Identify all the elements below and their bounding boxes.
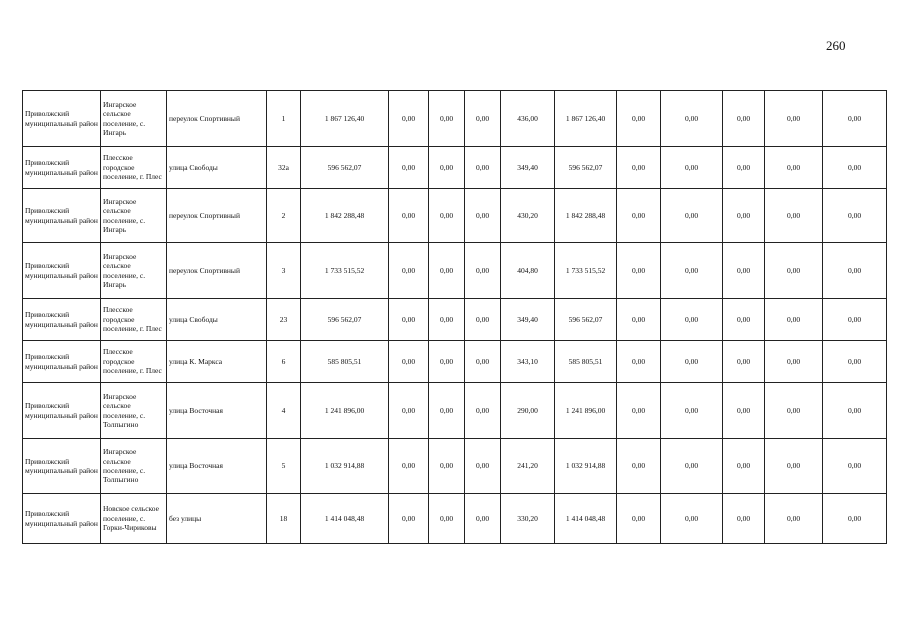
cost-total-cell: 1 414 048,48 bbox=[555, 494, 617, 544]
table-row bbox=[23, 189, 887, 243]
cost-cell: 585 805,51 bbox=[301, 341, 389, 383]
value-cell: 0,00 bbox=[723, 341, 765, 383]
settlement-cell: Плесское городское поселение, г. Плес bbox=[101, 341, 167, 383]
cost-cell: 1 414 048,48 bbox=[301, 494, 389, 544]
value-cell: 0,00 bbox=[765, 341, 823, 383]
area-cell: 436,00 bbox=[501, 91, 555, 147]
value-cell: 0,00 bbox=[823, 494, 887, 544]
street-cell: улица Свободы bbox=[167, 147, 267, 189]
value-cell: 0,00 bbox=[617, 189, 661, 243]
area-cell: 349,40 bbox=[501, 147, 555, 189]
value-cell: 0,00 bbox=[723, 299, 765, 341]
area-cell: 343,10 bbox=[501, 341, 555, 383]
settlement-cell: Ингарское сельское поселение, с. Ингарь bbox=[101, 189, 167, 243]
table-row bbox=[23, 147, 887, 189]
value-cell: 0,00 bbox=[389, 439, 429, 494]
district-cell: Приволжский муниципальный район bbox=[23, 147, 101, 189]
value-cell: 0,00 bbox=[765, 439, 823, 494]
settlement-cell: Новское сельское поселение, с. Горки-Чириковы bbox=[101, 494, 167, 544]
cost-cell: 1 241 896,00 bbox=[301, 383, 389, 439]
value-cell: 0,00 bbox=[617, 91, 661, 147]
value-cell: 0,00 bbox=[465, 439, 501, 494]
street-cell: переулок Спортивный bbox=[167, 189, 267, 243]
value-cell: 0,00 bbox=[617, 243, 661, 299]
value-cell: 0,00 bbox=[465, 91, 501, 147]
value-cell: 0,00 bbox=[661, 494, 723, 544]
value-cell: 0,00 bbox=[661, 341, 723, 383]
value-cell: 0,00 bbox=[389, 91, 429, 147]
cost-cell: 1 032 914,88 bbox=[301, 439, 389, 494]
value-cell: 0,00 bbox=[823, 299, 887, 341]
value-cell: 0,00 bbox=[429, 494, 465, 544]
value-cell: 0,00 bbox=[389, 243, 429, 299]
value-cell: 0,00 bbox=[723, 383, 765, 439]
cost-total-cell: 1 032 914,88 bbox=[555, 439, 617, 494]
house-number-cell: 4 bbox=[267, 383, 301, 439]
settlement-cell: Ингарское сельское поселение, с. Толпыгино bbox=[101, 439, 167, 494]
cost-cell: 1 733 515,52 bbox=[301, 243, 389, 299]
value-cell: 0,00 bbox=[723, 243, 765, 299]
value-cell: 0,00 bbox=[765, 91, 823, 147]
value-cell: 0,00 bbox=[389, 341, 429, 383]
value-cell: 0,00 bbox=[723, 189, 765, 243]
district-cell: Приволжский муниципальный район bbox=[23, 341, 101, 383]
house-number-cell: 18 bbox=[267, 494, 301, 544]
district-cell: Приволжский муниципальный район bbox=[23, 494, 101, 544]
value-cell: 0,00 bbox=[465, 341, 501, 383]
table-row bbox=[23, 439, 887, 494]
area-cell: 330,20 bbox=[501, 494, 555, 544]
value-cell: 0,00 bbox=[765, 383, 823, 439]
cost-total-cell: 585 805,51 bbox=[555, 341, 617, 383]
value-cell: 0,00 bbox=[465, 383, 501, 439]
area-cell: 241,20 bbox=[501, 439, 555, 494]
value-cell: 0,00 bbox=[765, 243, 823, 299]
value-cell: 0,00 bbox=[617, 147, 661, 189]
cost-total-cell: 1 867 126,40 bbox=[555, 91, 617, 147]
value-cell: 0,00 bbox=[465, 494, 501, 544]
value-cell: 0,00 bbox=[617, 494, 661, 544]
value-cell: 0,00 bbox=[465, 147, 501, 189]
area-cell: 430,20 bbox=[501, 189, 555, 243]
value-cell: 0,00 bbox=[389, 189, 429, 243]
value-cell: 0,00 bbox=[765, 189, 823, 243]
cost-total-cell: 1 241 896,00 bbox=[555, 383, 617, 439]
house-number-cell: 2 bbox=[267, 189, 301, 243]
value-cell: 0,00 bbox=[429, 91, 465, 147]
street-cell: переулок Спортивный bbox=[167, 243, 267, 299]
cost-cell: 1 842 288,48 bbox=[301, 189, 389, 243]
value-cell: 0,00 bbox=[429, 147, 465, 189]
value-cell: 0,00 bbox=[823, 189, 887, 243]
value-cell: 0,00 bbox=[389, 147, 429, 189]
value-cell: 0,00 bbox=[617, 439, 661, 494]
value-cell: 0,00 bbox=[429, 189, 465, 243]
cost-cell: 596 562,07 bbox=[301, 147, 389, 189]
district-cell: Приволжский муниципальный район bbox=[23, 439, 101, 494]
district-cell: Приволжский муниципальный район bbox=[23, 243, 101, 299]
value-cell: 0,00 bbox=[429, 341, 465, 383]
house-number-cell: 23 bbox=[267, 299, 301, 341]
value-cell: 0,00 bbox=[723, 91, 765, 147]
cost-total-cell: 1 842 288,48 bbox=[555, 189, 617, 243]
value-cell: 0,00 bbox=[823, 439, 887, 494]
value-cell: 0,00 bbox=[389, 494, 429, 544]
house-number-cell: 32а bbox=[267, 147, 301, 189]
value-cell: 0,00 bbox=[429, 439, 465, 494]
settlement-cell: Плесское городское поселение, г. Плес bbox=[101, 147, 167, 189]
house-number-cell: 6 bbox=[267, 341, 301, 383]
value-cell: 0,00 bbox=[661, 299, 723, 341]
value-cell: 0,00 bbox=[823, 147, 887, 189]
settlement-cell: Ингарское сельское поселение, с. Ингарь bbox=[101, 243, 167, 299]
value-cell: 0,00 bbox=[661, 147, 723, 189]
area-cell: 290,00 bbox=[501, 383, 555, 439]
page-number: 260 bbox=[826, 38, 846, 53]
value-cell: 0,00 bbox=[661, 189, 723, 243]
district-cell: Приволжский муниципальный район bbox=[23, 383, 101, 439]
house-number-cell: 1 bbox=[267, 91, 301, 147]
settlement-cell: Плесское городское поселение, г. Плес bbox=[101, 299, 167, 341]
housing-table bbox=[22, 90, 887, 544]
cost-total-cell: 596 562,07 bbox=[555, 147, 617, 189]
value-cell: 0,00 bbox=[389, 299, 429, 341]
value-cell: 0,00 bbox=[465, 189, 501, 243]
district-cell: Приволжский муниципальный район bbox=[23, 189, 101, 243]
street-cell: улица К. Маркса bbox=[167, 341, 267, 383]
district-cell: Приволжский муниципальный район bbox=[23, 91, 101, 147]
value-cell: 0,00 bbox=[465, 299, 501, 341]
settlement-cell: Ингарское сельское поселение, с. Толпыгино bbox=[101, 383, 167, 439]
value-cell: 0,00 bbox=[723, 439, 765, 494]
cost-total-cell: 596 562,07 bbox=[555, 299, 617, 341]
value-cell: 0,00 bbox=[617, 383, 661, 439]
value-cell: 0,00 bbox=[823, 383, 887, 439]
cost-cell: 1 867 126,40 bbox=[301, 91, 389, 147]
settlement-cell: Ингарское сельское поселение, с. Ингарь bbox=[101, 91, 167, 147]
value-cell: 0,00 bbox=[661, 383, 723, 439]
cost-total-cell: 1 733 515,52 bbox=[555, 243, 617, 299]
value-cell: 0,00 bbox=[389, 383, 429, 439]
value-cell: 0,00 bbox=[723, 147, 765, 189]
value-cell: 0,00 bbox=[823, 91, 887, 147]
value-cell: 0,00 bbox=[429, 243, 465, 299]
area-cell: 349,40 bbox=[501, 299, 555, 341]
house-number-cell: 3 bbox=[267, 243, 301, 299]
value-cell: 0,00 bbox=[765, 494, 823, 544]
street-cell: улица Восточная bbox=[167, 383, 267, 439]
value-cell: 0,00 bbox=[661, 91, 723, 147]
value-cell: 0,00 bbox=[823, 243, 887, 299]
cost-cell: 596 562,07 bbox=[301, 299, 389, 341]
value-cell: 0,00 bbox=[661, 439, 723, 494]
table-row bbox=[23, 341, 887, 383]
value-cell: 0,00 bbox=[723, 494, 765, 544]
value-cell: 0,00 bbox=[429, 383, 465, 439]
district-cell: Приволжский муниципальный район bbox=[23, 299, 101, 341]
street-cell: без улицы bbox=[167, 494, 267, 544]
value-cell: 0,00 bbox=[617, 299, 661, 341]
value-cell: 0,00 bbox=[465, 243, 501, 299]
table-row bbox=[23, 299, 887, 341]
house-number-cell: 5 bbox=[267, 439, 301, 494]
table-row bbox=[23, 383, 887, 439]
table-row bbox=[23, 243, 887, 299]
table-row bbox=[23, 91, 887, 147]
value-cell: 0,00 bbox=[429, 299, 465, 341]
value-cell: 0,00 bbox=[617, 341, 661, 383]
value-cell: 0,00 bbox=[823, 341, 887, 383]
street-cell: улица Свободы bbox=[167, 299, 267, 341]
street-cell: переулок Спортивный bbox=[167, 91, 267, 147]
value-cell: 0,00 bbox=[765, 299, 823, 341]
value-cell: 0,00 bbox=[661, 243, 723, 299]
street-cell: улица Восточная bbox=[167, 439, 267, 494]
table-row bbox=[23, 494, 887, 544]
value-cell: 0,00 bbox=[765, 147, 823, 189]
area-cell: 404,80 bbox=[501, 243, 555, 299]
